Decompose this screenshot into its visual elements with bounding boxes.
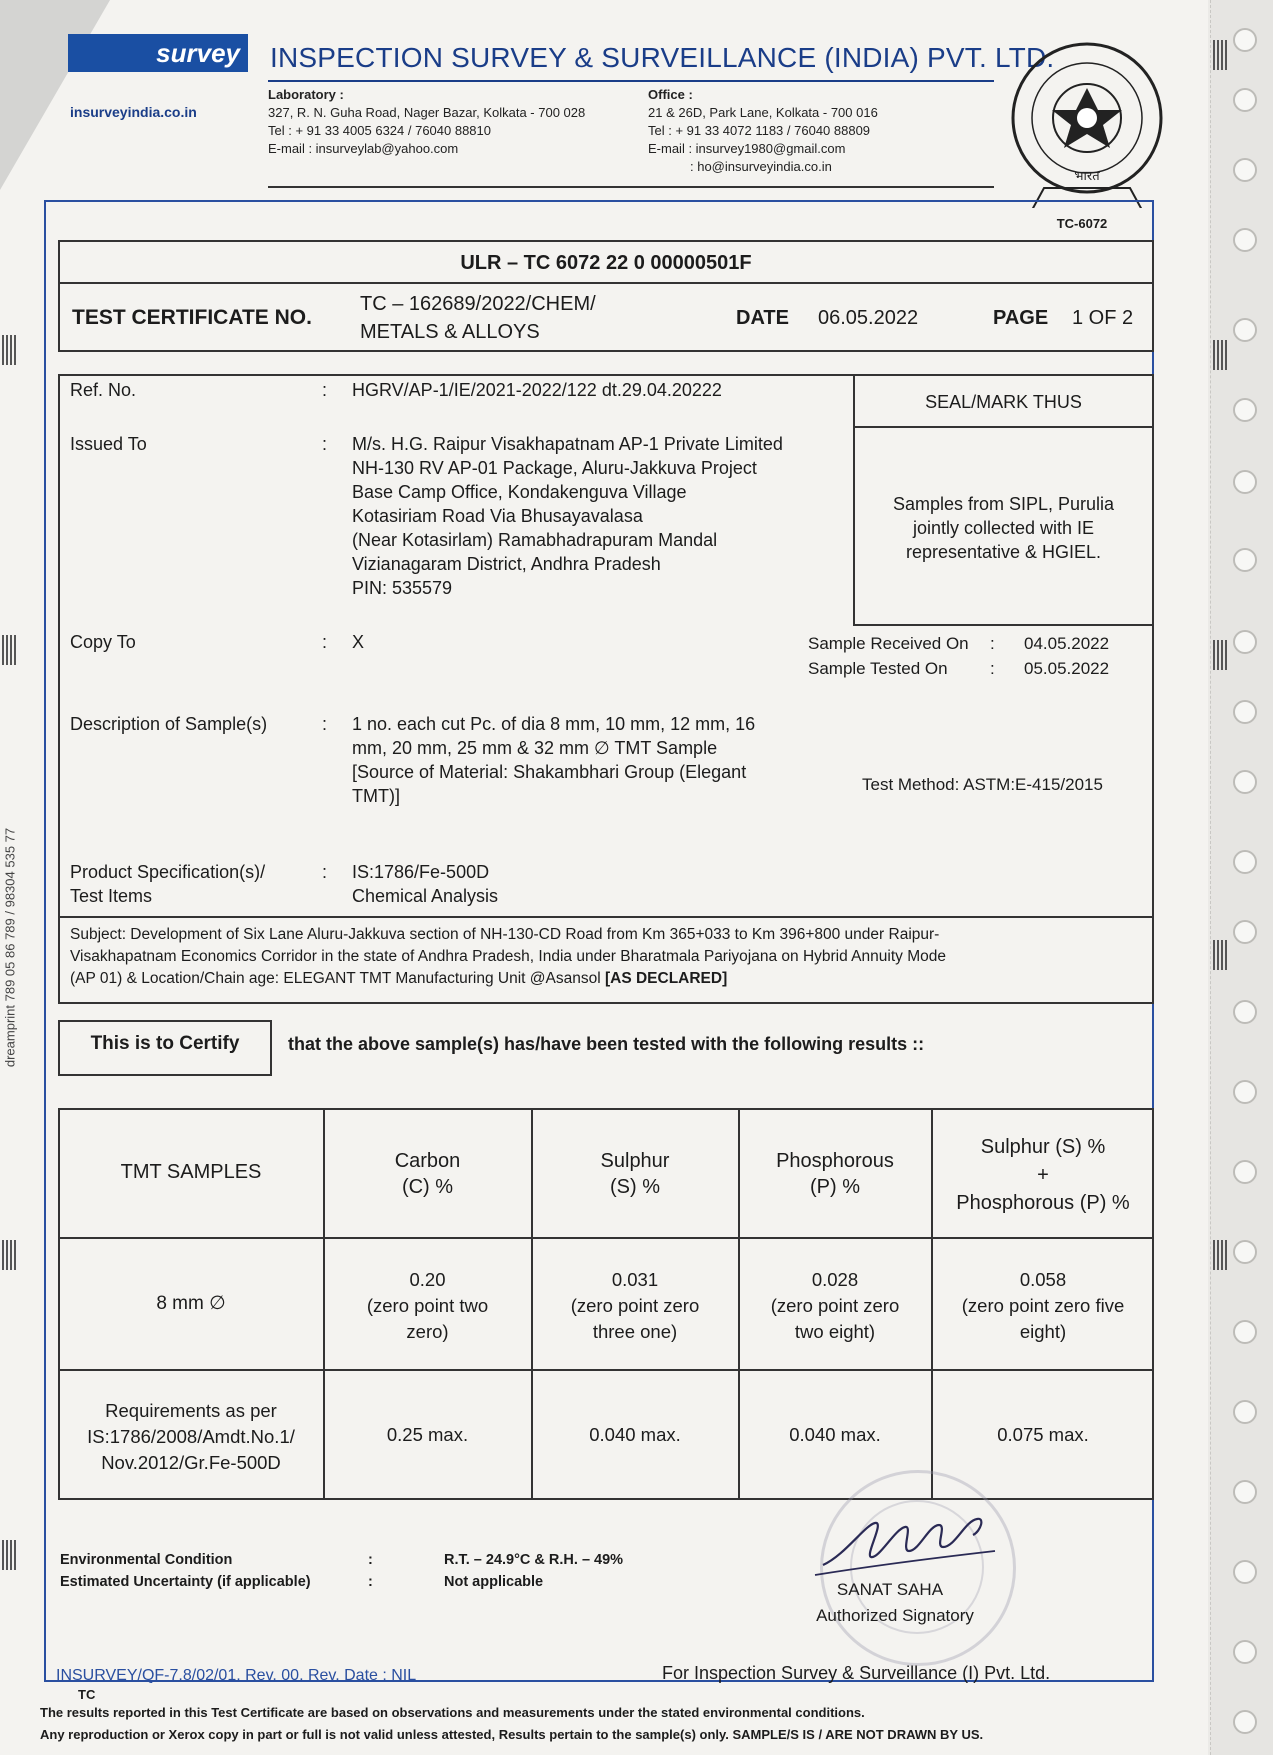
feed-hole [1233, 1240, 1257, 1264]
sample-tested-label: Sample Tested On [808, 659, 948, 678]
feed-hole [1233, 1000, 1257, 1024]
laboratory-email: E-mail : insurveylab@yahoo.com [268, 141, 459, 156]
result-words: (zero point zero five [961, 1295, 1125, 1316]
feed-hole [1233, 1080, 1257, 1104]
header-line: Phosphorous (P) % [956, 1192, 1130, 1214]
perforation-mark [2, 1240, 18, 1270]
feed-hole [1233, 770, 1257, 794]
description-text [352, 712, 828, 808]
sample-tested-date: 05.05.2022 [1024, 659, 1110, 678]
office-email: E-mail : insurvey1980@gmail.com [648, 141, 846, 156]
ref-label: Ref. No. [70, 380, 137, 400]
description-label: Description of Sample(s) [70, 714, 268, 734]
result-value: 0.058 [1019, 1269, 1067, 1290]
header-line: Sulphur (S) % [980, 1136, 1106, 1158]
result-words: zero) [406, 1321, 449, 1342]
requirement-line: Nov.2012/Gr.Fe-500D [101, 1452, 281, 1473]
page-label: PAGE [993, 307, 1049, 329]
feed-hole [1233, 398, 1257, 422]
table-row-divider [58, 1369, 1154, 1371]
header-line: + [1037, 1164, 1049, 1186]
description-line: TMT)] [352, 786, 400, 806]
feed-hole [1233, 1160, 1257, 1184]
office-address [648, 86, 878, 176]
requirement-line: Requirements as per [105, 1400, 277, 1421]
s-plus-p-requirement: 0.075 max. [997, 1424, 1089, 1445]
sample-received-date: 04.05.2022 [1024, 634, 1110, 653]
subject-text [70, 924, 1146, 990]
subject-line: (AP 01) & Location/Chain age: ELEGANT TMT Manufacturing Unit @Asansol [70, 970, 601, 987]
feed-hole [1233, 1640, 1257, 1664]
header-line: (C) % [401, 1176, 454, 1198]
feed-hole [1233, 850, 1257, 874]
tc-mark: TC [78, 1687, 96, 1702]
sulphur-result [532, 1267, 738, 1345]
header-sulphur [532, 1148, 738, 1200]
seal-mark-line1: Samples from SIPL, Purulia [892, 494, 1115, 514]
for-company: For Inspection Survey & Surveillance (I) Pvt. Ltd. [662, 1663, 1051, 1683]
carbon-requirement: 0.25 max. [386, 1424, 469, 1445]
description-line: mm, 20 mm, 25 mm & 32 mm ∅ TMT Sample [352, 738, 718, 758]
result-value: 0.028 [811, 1269, 859, 1290]
requirements-label [58, 1398, 324, 1476]
note-2: Any reproduction or Xerox copy in part or full is not valid unless attested, Results pertain to the sample(s) only. SAMPLE/S IS / ARE NOT DRAWN BY US. [40, 1727, 984, 1742]
seal-mark-divider [853, 426, 1154, 428]
header-line: Carbon [394, 1150, 461, 1172]
seal-mark-title: SEAL/MARK THUS [925, 392, 1082, 412]
result-words: (zero point zero [570, 1295, 700, 1316]
feed-hole [1233, 1480, 1257, 1504]
signature-icon [805, 1495, 1005, 1585]
feed-hole [1233, 1320, 1257, 1344]
certify-text: that the above sample(s) has/have been tested with the following results :: [288, 1034, 925, 1054]
address-line: Vizianagaram District, Andhra Pradesh [352, 554, 661, 574]
office-email-2: : ho@insurveyindia.co.in [690, 159, 832, 174]
phosphorous-requirement: 0.040 max. [789, 1424, 881, 1445]
signatory-title: Authorized Signatory [816, 1606, 974, 1625]
feed-hole [1233, 920, 1257, 944]
sample-8mm: 8 mm ∅ [156, 1293, 226, 1314]
phosphorous-result [739, 1267, 931, 1345]
colon: : [322, 632, 328, 652]
result-words: (zero point two [366, 1295, 489, 1316]
spec-value-2: Chemical Analysis [352, 886, 499, 906]
office-phone: Tel : + 91 33 4072 1183 / 76040 88809 [648, 123, 871, 138]
spec-label-2: Test Items [70, 886, 153, 906]
ref-number: HGRV/AP-1/IE/2021-2022/122 dt.29.04.20222 [352, 380, 722, 400]
accreditation-number: TC-6072 [1056, 216, 1108, 231]
perforation-mark [1213, 1240, 1229, 1270]
perforation-mark [1213, 640, 1229, 670]
spec-label-1: Product Specification(s)/ [70, 862, 266, 882]
subject-line: Visakhapatnam Economics Corridor in the state of Andhra Pradesh, India under Bharatmala Pariyojana on Hybrid Annuity Mode [70, 948, 946, 965]
colon: : [322, 434, 328, 454]
laboratory-phone: Tel : + 91 33 4005 6324 / 76040 88810 [268, 123, 491, 138]
certificate-no-line1: TC – 162689/2022/CHEM/ [360, 293, 596, 315]
colon: : [990, 659, 995, 678]
header-line: Sulphur [600, 1150, 670, 1172]
ulr-divider [58, 282, 1154, 284]
website-link[interactable]: insurveyindia.co.in [70, 104, 197, 120]
folded-corner [0, 0, 110, 190]
date-label: DATE [736, 307, 789, 329]
perforation-mark [1213, 340, 1229, 370]
seal-mark-line2: jointly collected with IE [912, 518, 1095, 538]
address-line: PIN: 535579 [352, 578, 453, 598]
address-line: NH-130 RV AP-01 Package, Aluru-Jakkuva Project [352, 458, 757, 478]
requirement-line: IS:1786/2008/Amdt.No.1/ [87, 1426, 295, 1447]
certify-label: This is to Certify [90, 1033, 240, 1054]
address-line: (Near Kotasirlam) Ramabhadrapuram Mandal [352, 530, 718, 550]
header-rule [268, 80, 994, 82]
result-value: 0.20 [409, 1269, 446, 1290]
form-number: INSURVEY/QF-7.8/02/01, Rev. 00, Rev. Date : NIL [56, 1667, 417, 1684]
feed-hole [1233, 28, 1257, 52]
copy-to-label: Copy To [70, 632, 136, 652]
header-carbon [324, 1148, 531, 1200]
header-phosphorous [739, 1148, 931, 1200]
result-words: eight) [1019, 1321, 1067, 1342]
accreditation-seal-icon [1002, 38, 1172, 208]
declared-tag: [AS DECLARED] [604, 970, 728, 987]
address-line: Kotasiriam Road Via Bhusayavalasa [352, 506, 643, 526]
header-line: Phosphorous [776, 1150, 894, 1172]
laboratory-address [268, 86, 585, 158]
header-bottom-rule [268, 186, 994, 188]
seal-text: भारत [1074, 169, 1100, 184]
uncertainty-label: Estimated Uncertainty (if applicable) [60, 1574, 311, 1590]
colon: : [322, 380, 328, 400]
page-number: 1 OF 2 [1072, 307, 1134, 329]
perforation-mark [2, 335, 18, 365]
issued-to-address [352, 432, 783, 600]
ulr-number: ULR – TC 6072 22 0 00000501F [460, 252, 752, 274]
env-label: Environmental Condition [60, 1552, 233, 1568]
tractor-feed-strip [1210, 0, 1273, 1755]
header-s-plus-p [932, 1133, 1154, 1217]
feed-hole [1233, 158, 1257, 182]
sulphur-requirement: 0.040 max. [589, 1424, 681, 1445]
header-line: (S) % [610, 1176, 660, 1198]
result-words: (zero point zero [770, 1295, 900, 1316]
feed-hole [1233, 1400, 1257, 1424]
feed-hole [1233, 88, 1257, 112]
feed-hole [1233, 470, 1257, 494]
feed-hole [1233, 548, 1257, 572]
header-tmt-samples: TMT SAMPLES [120, 1161, 262, 1183]
subject-divider [58, 916, 1154, 918]
sample-received-label: Sample Received On [808, 634, 969, 653]
feed-hole [1233, 700, 1257, 724]
result-words: three one) [592, 1321, 678, 1342]
laboratory-street: 327, R. N. Guha Road, Nager Bazar, Kolkata - 700 028 [268, 105, 586, 120]
address-line: M/s. H.G. Raipur Visakhapatnam AP-1 Private Limited [352, 434, 783, 454]
result-value: 0.031 [611, 1269, 659, 1290]
perforation-mark [1213, 40, 1229, 70]
perforation-mark [1213, 940, 1229, 970]
address-line: Base Camp Office, Kondakenguva Village [352, 482, 687, 502]
description-line: [Source of Material: Shakambhari Group (Elegant [352, 762, 747, 782]
spec-value-1: IS:1786/Fe-500D [352, 862, 490, 882]
certificate-no-label: TEST CERTIFICATE NO. [72, 306, 312, 329]
feed-hole [1233, 1560, 1257, 1584]
description-line: 1 no. each cut Pc. of dia 8 mm, 10 mm, 12 mm, 16 [352, 714, 756, 734]
perforation-mark [2, 635, 18, 665]
colon: : [322, 862, 328, 882]
feed-hole [1233, 630, 1257, 654]
issued-to-label: Issued To [70, 434, 147, 454]
subject-line: Subject: Development of Six Lane Aluru-Jakkuva section of NH-130-CD Road from Km 365+033 to Km 396+800 under Raipur- [70, 926, 940, 943]
result-words: two eight) [794, 1321, 876, 1342]
carbon-result [324, 1267, 531, 1345]
signatory-name: SANAT SAHA [836, 1580, 944, 1599]
colon: : [368, 1574, 373, 1590]
office-label: Office : [648, 87, 693, 102]
uncertainty-value: Not applicable [444, 1574, 544, 1590]
office-street: 21 & 26D, Park Lane, Kolkata - 700 016 [648, 105, 878, 120]
company-logo: survey [68, 34, 248, 72]
test-method: Test Method: ASTM:E-415/2015 [862, 775, 1103, 794]
env-value: R.T. – 24.9°C & R.H. – 49% [444, 1552, 624, 1568]
certificate-date: 06.05.2022 [818, 307, 919, 329]
company-name: INSPECTION SURVEY & SURVEILLANCE (INDIA) PVT. LTD. [270, 42, 1055, 73]
feed-hole [1233, 1710, 1257, 1734]
feed-hole [1233, 318, 1257, 342]
colon: : [322, 714, 328, 734]
seal-mark-line3: representative & HGIEL. [905, 542, 1102, 562]
perforation-mark [2, 1540, 18, 1570]
colon: : [990, 634, 995, 653]
laboratory-label: Laboratory : [268, 87, 344, 102]
copy-to-value: X [352, 632, 365, 652]
header-line: (P) % [810, 1176, 860, 1198]
note-1: The results reported in this Test Certificate are based on observations and measurements under the stated environmental conditions. [40, 1705, 865, 1720]
feed-hole [1233, 228, 1257, 252]
colon: : [368, 1552, 373, 1568]
table-row-divider [58, 1237, 1154, 1239]
certificate-no-line2: METALS & ALLOYS [360, 321, 540, 343]
side-print: dreamprint 789 05 86 789 / 98304 535 77 [2, 827, 18, 1068]
s-plus-p-result [932, 1267, 1154, 1345]
